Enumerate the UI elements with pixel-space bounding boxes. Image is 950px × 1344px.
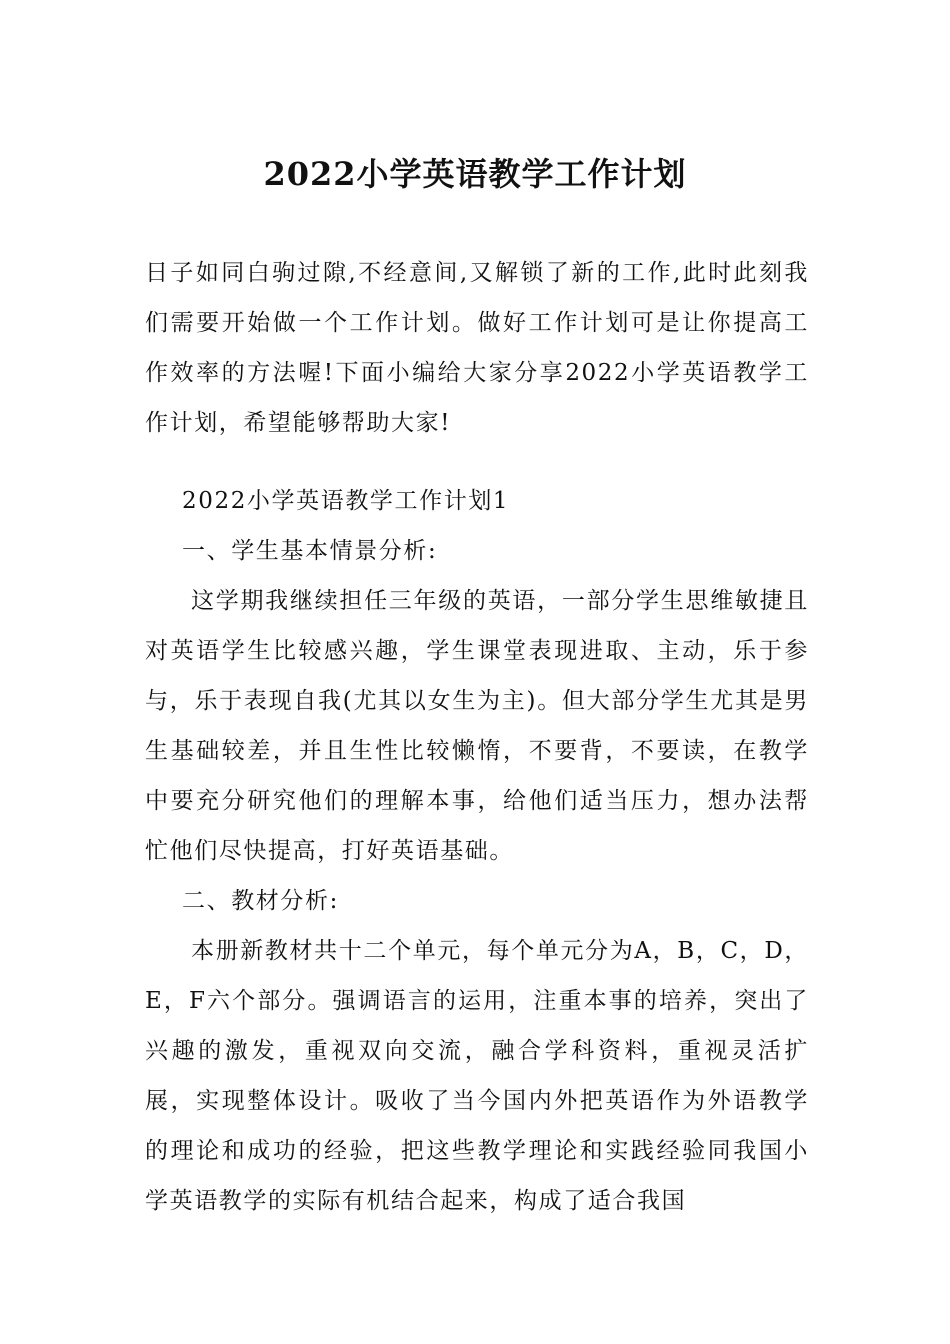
- document-title: 2022小学英语教学工作计划: [263, 155, 687, 194]
- student-analysis-heading: 一、学生基本情景分析:: [182, 538, 438, 564]
- plan-1-section: [145, 476, 809, 1226]
- textbook-analysis-paragraph: 本册新教材共十二个单元，每个单元分为A，B，C，D，E，F六个部分。强调语言的运用，注重本事的培养，突出了兴趣的激发，重视双向交流，融合学科资料，重视灵活扩展，实现整体设计。吸收了当今国内外把英语作为外语教学的理论和成功的经验，把这些教学理论和实践经验同我国小学英语教学的实际有机结合起来，构成了适合我国: [145, 938, 809, 1214]
- intro-paragraph: 日子如同白驹过隙,不经意间,又解锁了新的工作,此时此刻我们需要开始做一个工作计划。做好工作计划可是让你提高工作效率的方法喔!下面小编给大家分享2022小学英语教学工作计划，希望能够帮助大家!: [145, 260, 809, 436]
- textbook-analysis-heading: 二、教材分析:: [182, 888, 339, 914]
- student-analysis-paragraph: 这学期我继续担任三年级的英语，一部分学生思维敏捷且对英语学生比较感兴趣，学生课堂表现进取、主动，乐于参与，乐于表现自我(尤其以女生为主)。但大部分学生尤其是男生基础较差，并且生性比较懒惰，不要背，不要读，在教学中要充分研究他们的理解本事，给他们适当压力，想办法帮忙他们尽快提高，打好英语基础。: [145, 588, 809, 864]
- plan-1-title: 2022小学英语教学工作计划1: [182, 488, 510, 514]
